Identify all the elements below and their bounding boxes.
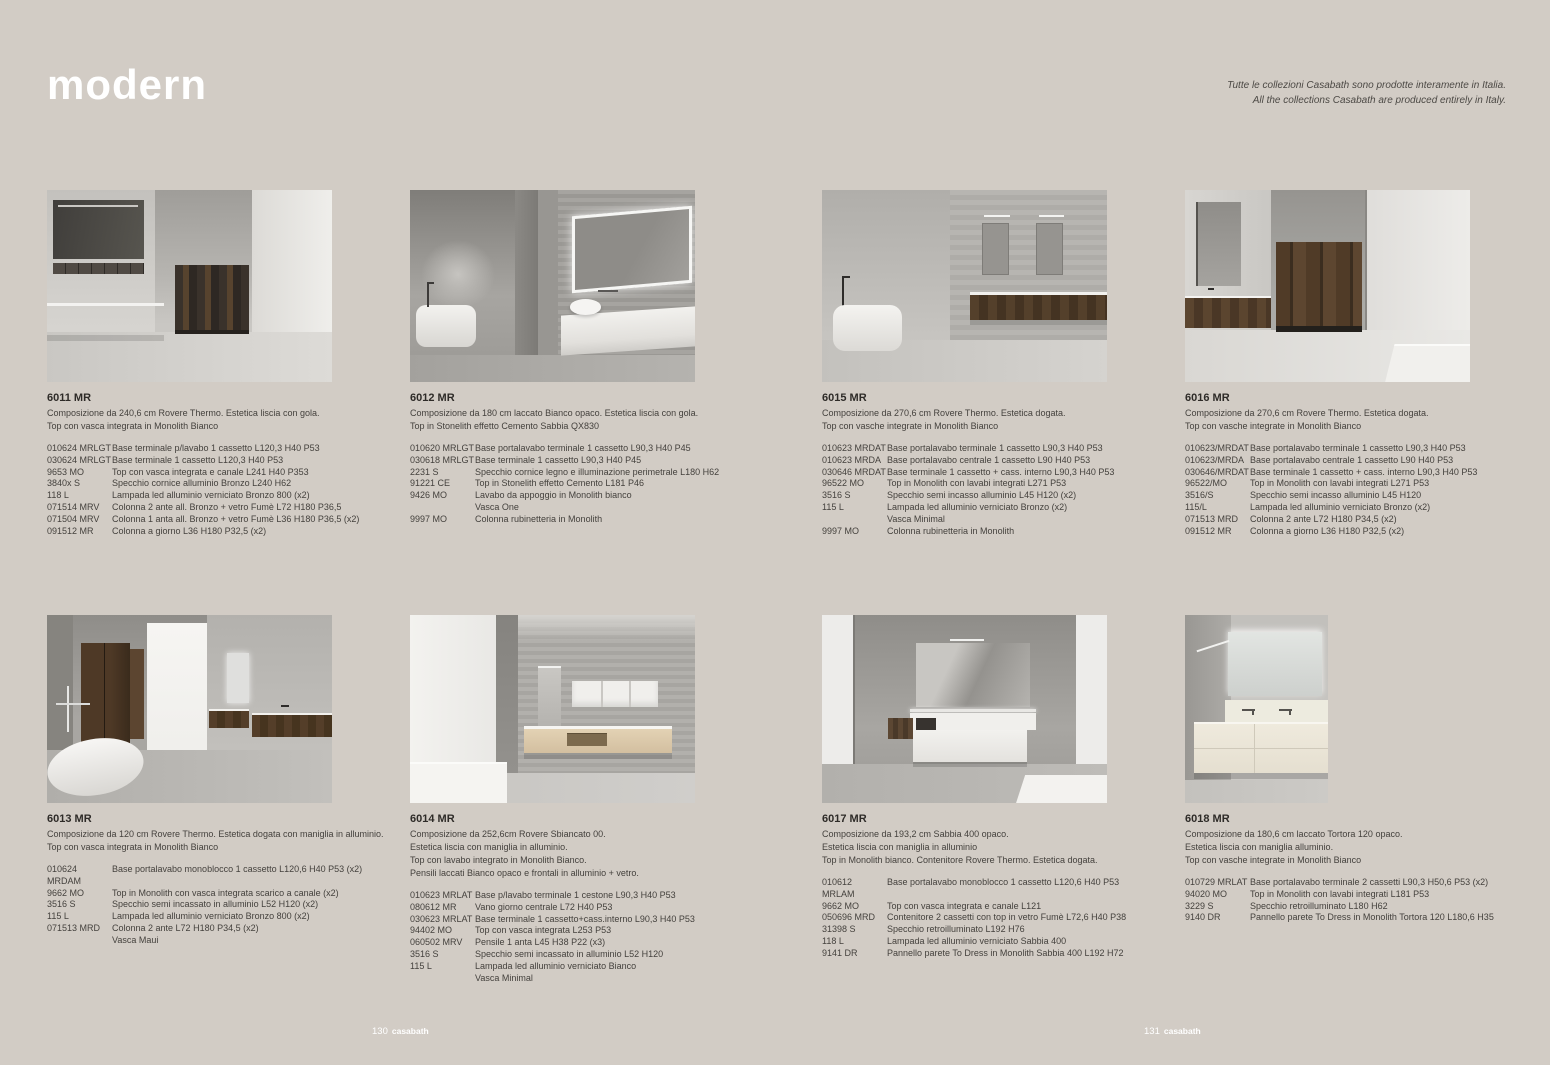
- product-item-row: [47, 455, 409, 467]
- item-code: 9426 MO: [410, 490, 448, 501]
- item-text: Vasca Maui: [112, 934, 159, 945]
- product-item-row: [410, 925, 772, 937]
- description-line: Top con lavabo integrato in Monolith Bianco.: [410, 855, 587, 865]
- item-code: 030623 MRLAT: [410, 913, 473, 924]
- item-text: Colonna rubinetteria in Monolith: [475, 513, 603, 524]
- item-text: Colonna a giorno L36 H180 P32,5 (x2): [1250, 525, 1405, 536]
- product-item-row: [410, 502, 772, 514]
- product-card-6018: [1185, 615, 1547, 924]
- item-text: Base portalavabo centrale 1 cassetto L90 H40 P53: [1250, 454, 1454, 465]
- product-card-6016: [1185, 190, 1547, 537]
- item-code: 94402 MO: [410, 925, 453, 936]
- product-card-6017: [822, 615, 1184, 960]
- product-item-list: [1185, 877, 1547, 924]
- item-text: Lampada led alluminio verniciato Sabbia 400: [887, 935, 1067, 946]
- description-line: Pensili laccati Bianco opaco e frontali in alluminio + vetro.: [410, 868, 639, 878]
- product-item-row: [822, 924, 1184, 936]
- product-description: [1185, 407, 1547, 433]
- product-card-6011: [47, 190, 409, 537]
- item-code: 030618 MRLGT: [410, 454, 475, 465]
- item-text: Pannello parete To Dress in Monolith Tortora 120 L180,6 H35: [1250, 912, 1494, 923]
- tagline-line-english: All the collections Casabath are produced entirely in Italy.: [1252, 95, 1506, 106]
- item-text: Colonna 1 anta all. Bronzo + vetro Fumè L36 H180 P36,5 (x2): [112, 513, 360, 524]
- item-text: Base terminale p/lavabo 1 cassetto L120,3 H40 P53: [112, 443, 320, 453]
- item-code: 080612 MR: [410, 901, 457, 912]
- product-item-row: [410, 478, 772, 490]
- product-item-row: [47, 526, 409, 538]
- product-item-row: [47, 478, 409, 490]
- product-description: [410, 407, 772, 433]
- product-photo-6013-bathroom-render: [47, 615, 332, 803]
- item-code: 030646 MRDAT: [822, 466, 886, 477]
- item-code: 010623 MRDA: [822, 454, 882, 465]
- item-text: Base portalavabo monoblocco 1 cassetto L120,6 H40 P53: [887, 877, 1120, 887]
- product-photo-6014-bathroom-render: [410, 615, 695, 803]
- item-text: Specchio semi incasso alluminio L45 H120: [1250, 490, 1422, 501]
- item-text: Colonna a giorno L36 H180 P32,5 (x2): [112, 525, 267, 536]
- product-item-row: [1185, 443, 1547, 455]
- item-code: 060502 MRV: [410, 937, 463, 948]
- product-item-row: [1185, 455, 1547, 467]
- item-code: 010623 MRDAT: [822, 443, 886, 453]
- item-code: 010620 MRLGT: [410, 443, 475, 453]
- item-code: 115 L: [47, 911, 69, 922]
- item-text: Lampada led alluminio verniciato Bronzo 800 (x2): [112, 911, 310, 922]
- item-text: Colonna 2 ante L72 H180 P34,5 (x2): [1250, 513, 1397, 524]
- item-code: 3516 S: [47, 899, 76, 910]
- item-code: 010623/MRDA: [1185, 454, 1245, 465]
- product-item-row: [822, 936, 1184, 948]
- item-code: 94020 MO: [1185, 888, 1228, 899]
- product-item-row: [1185, 901, 1547, 913]
- tagline: [1227, 78, 1506, 108]
- product-item-row: [822, 467, 1184, 479]
- description-line: Composizione da 240,6 cm Rovere Thermo. Estetica liscia con gola.: [47, 408, 320, 418]
- item-text: Base terminale 1 cassetto+cass.interno L90,3 H40 P53: [475, 913, 695, 924]
- product-title: 6011 MR: [47, 392, 92, 404]
- item-code: 118 L: [47, 490, 69, 501]
- product-description: [410, 828, 772, 880]
- description-line: Composizione da 120 cm Rovere Thermo. Estetica dogata con maniglia in alluminio.: [47, 829, 384, 839]
- product-item-row: [410, 890, 772, 902]
- product-item-row: [1185, 502, 1547, 514]
- brand-name: casabath: [1163, 1026, 1201, 1036]
- item-code: 31398 S: [822, 924, 856, 935]
- product-item-row: [47, 864, 409, 888]
- product-card-6012: [410, 190, 772, 526]
- product-item-row: [822, 502, 1184, 514]
- product-item-row: [410, 455, 772, 467]
- description-line: Top con vasche integrate in Monolith Bianco: [822, 421, 999, 431]
- item-code: 115 L: [410, 960, 432, 971]
- product-description: [47, 407, 409, 433]
- item-code: 115/L: [1185, 501, 1207, 512]
- product-item-row: [822, 912, 1184, 924]
- description-line: Composizione da 270,6 cm Rovere Thermo. Estetica dogata.: [822, 408, 1066, 418]
- item-code: 010729 MRLAT: [1185, 877, 1248, 887]
- item-text: Specchio semi incassato in alluminio L52 H120: [475, 948, 664, 959]
- item-text: Base terminale 1 cassetto + cass. interno L90,3 H40 P53: [887, 466, 1115, 477]
- description-line: Composizione da 252,6cm Rovere Sbiancato 00.: [410, 829, 606, 839]
- product-card-6014: [410, 615, 772, 984]
- product-item-list: [410, 890, 772, 984]
- description-line: Top in Monolith bianco. Contenitore Rovere Thermo. Estetica dogata.: [822, 855, 1098, 865]
- product-card-6015: [822, 190, 1184, 537]
- item-code: 3840x S: [47, 478, 81, 489]
- product-item-list: [410, 443, 772, 526]
- item-code: 071504 MRV: [47, 513, 100, 524]
- product-item-row: [1185, 478, 1547, 490]
- description-line: Top con vasca integrata in Monolith Bianco: [47, 421, 219, 431]
- item-code: 9653 MO: [47, 466, 85, 477]
- item-text: Vasca Minimal: [475, 972, 533, 983]
- item-code: 118 L: [822, 935, 844, 946]
- item-text: Pensile 1 anta L45 H38 P22 (x3): [475, 937, 606, 948]
- item-code: 030624 MRLGT: [47, 454, 112, 465]
- item-code: 091512 MR: [47, 525, 94, 536]
- page-number: 130: [372, 1026, 388, 1037]
- product-photo-6017-bathroom-render: [822, 615, 1107, 803]
- item-text: Vasca One: [475, 501, 519, 512]
- product-item-row: [822, 478, 1184, 490]
- item-code: 091512 MR: [1185, 525, 1232, 536]
- product-item-row: [47, 443, 409, 455]
- item-text: Lampada led alluminio verniciato Bronzo (x2): [1250, 501, 1431, 512]
- description-line: Composizione da 193,2 cm Sabbia 400 opaco.: [822, 829, 1009, 839]
- product-item-row: [822, 877, 1184, 901]
- item-text: Specchio semi incassato in alluminio L52 H120 (x2): [112, 899, 319, 910]
- item-text: Base terminale 1 cassetto L120,3 H40 P53: [112, 454, 284, 465]
- product-item-list: [47, 443, 409, 537]
- tagline-line-italian: Tutte le collezioni Casabath sono prodotte interamente in Italia.: [1227, 80, 1506, 91]
- item-text: Top in Monolith con lavabi integrati L181 P53: [1250, 888, 1430, 899]
- item-code: 010624 MRLGT: [47, 443, 112, 453]
- product-item-row: [410, 490, 772, 502]
- item-text: Base portalavabo centrale 1 cassetto L90 H40 P53: [887, 454, 1091, 465]
- description-line: Top con vasca integrata in Monolith Bianco: [47, 842, 219, 852]
- product-item-row: [410, 961, 772, 973]
- item-text: Specchio semi incasso alluminio L45 H120 (x2): [887, 490, 1077, 501]
- product-description: [822, 407, 1184, 433]
- item-code: 010612 MRLAM: [822, 877, 855, 899]
- product-item-list: [1185, 443, 1547, 537]
- product-item-row: [822, 526, 1184, 538]
- item-text: Base terminale 1 cassetto + cass. interno L90,3 H40 P53: [1250, 466, 1478, 477]
- product-item-row: [47, 911, 409, 923]
- item-code: 3516/S: [1185, 490, 1214, 501]
- product-item-row: [822, 514, 1184, 526]
- page-title: modern: [47, 61, 208, 108]
- item-text: Colonna rubinetteria in Monolith: [887, 525, 1015, 536]
- product-title: 6015 MR: [822, 392, 867, 404]
- product-title: 6013 MR: [47, 813, 92, 825]
- product-item-row: [410, 937, 772, 949]
- product-photo-6016-bathroom-render: [1185, 190, 1470, 382]
- item-code: 010623/MRDAT: [1185, 443, 1249, 453]
- product-item-row: [47, 899, 409, 911]
- item-text: Base portalavabo terminale 1 cassetto L90,3 H40 P45: [475, 443, 691, 453]
- item-code: [822, 514, 887, 526]
- product-title: 6018 MR: [1185, 813, 1230, 825]
- item-code: 9140 DR: [1185, 912, 1221, 923]
- description-line: Top in Stonelith effetto Cemento Sabbia QX830: [410, 421, 599, 431]
- item-code: 010624 MRDAM: [47, 864, 81, 886]
- item-text: Lampada led alluminio verniciato Bianco: [475, 960, 637, 971]
- description-line: Top con vasche integrate in Monolith Bianco: [1185, 421, 1362, 431]
- product-item-row: [47, 467, 409, 479]
- item-code: 9997 MO: [822, 525, 860, 536]
- product-item-row: [410, 514, 772, 526]
- product-title: 6017 MR: [822, 813, 867, 825]
- item-code: 071514 MRV: [47, 501, 100, 512]
- item-text: Pannello parete To Dress in Monolith Sabbia 400 L192 H72: [887, 947, 1124, 958]
- item-code: 2231 S: [410, 466, 439, 477]
- item-text: Base terminale 1 cassetto L90,3 H40 P45: [475, 454, 642, 465]
- item-text: Specchio cornice legno e illuminazione perimetrale L180 H62: [475, 466, 720, 477]
- product-item-row: [410, 914, 772, 926]
- item-code: 071513 MRD: [47, 922, 101, 933]
- brand-name: casabath: [391, 1026, 429, 1036]
- item-code: 115 L: [822, 501, 844, 512]
- item-code: 9662 MO: [47, 887, 85, 898]
- item-text: Top in Monolith con lavabi integrati L271 P53: [887, 478, 1067, 489]
- product-item-row: [47, 888, 409, 900]
- product-title: 6016 MR: [1185, 392, 1230, 404]
- product-item-list: [822, 877, 1184, 960]
- product-item-row: [410, 467, 772, 479]
- item-text: Top in Monolith con lavabi integrati L271 P53: [1250, 478, 1430, 489]
- item-text: Top in Stonelith effetto Cemento L181 P46: [475, 478, 644, 489]
- item-text: Specchio retroilluminato L192 H76: [887, 924, 1025, 935]
- item-code: 9997 MO: [410, 513, 448, 524]
- footer-left: [372, 1026, 429, 1037]
- item-text: Specchio retroilluminato L180 H62: [1250, 900, 1388, 911]
- product-item-row: [47, 935, 409, 947]
- product-card-6013: [47, 615, 409, 947]
- product-item-row: [1185, 490, 1547, 502]
- item-code: 9662 MO: [822, 900, 860, 911]
- product-item-row: [1185, 889, 1547, 901]
- product-description: [47, 828, 409, 854]
- product-photo-6018-bathroom-render: [1185, 615, 1328, 803]
- product-photo-6012-bathroom-render: [410, 190, 695, 382]
- product-item-row: [822, 901, 1184, 913]
- product-item-row: [410, 973, 772, 985]
- product-item-row: [822, 455, 1184, 467]
- item-text: Top con vasca integrata e canale L121: [887, 900, 1042, 911]
- product-item-list: [822, 443, 1184, 537]
- item-code: 071513 MRD: [1185, 513, 1239, 524]
- item-code: 050696 MRD: [822, 912, 876, 923]
- item-code: 9141 DR: [822, 947, 858, 958]
- item-text: Specchio cornice alluminio Bronzo L240 H62: [112, 478, 292, 489]
- product-item-row: [822, 490, 1184, 502]
- product-item-row: [47, 502, 409, 514]
- product-item-row: [47, 490, 409, 502]
- description-line: Estetica liscia con maniglia alluminio.: [1185, 842, 1334, 852]
- description-line: Estetica liscia con maniglia in alluminio.: [410, 842, 568, 852]
- product-photo-6015-bathroom-render: [822, 190, 1107, 382]
- product-item-row: [410, 902, 772, 914]
- item-text: Vasca Minimal: [887, 513, 945, 524]
- product-description: [1185, 828, 1547, 867]
- item-text: Vano giorno centrale L72 H40 P53: [475, 901, 613, 912]
- item-code: [410, 973, 475, 985]
- product-item-row: [1185, 467, 1547, 479]
- item-text: Top in Monolith con vasca integrata scarico a canale (x2): [112, 887, 339, 898]
- product-item-row: [822, 948, 1184, 960]
- product-item-row: [1185, 526, 1547, 538]
- description-line: Top con vasche integrate in Monolith Bianco: [1185, 855, 1362, 865]
- product-item-row: [410, 443, 772, 455]
- item-text: Base portalavabo terminale 1 cassetto L90,3 H40 P53: [1250, 443, 1466, 453]
- product-item-row: [1185, 877, 1547, 889]
- item-code: 96522 MO: [822, 478, 865, 489]
- item-code: [410, 502, 475, 514]
- description-line: Composizione da 180,6 cm laccato Tortora 120 opaco.: [1185, 829, 1403, 839]
- product-item-row: [47, 923, 409, 935]
- item-code: [47, 935, 112, 947]
- item-text: Colonna 2 ante all. Bronzo + vetro Fumè L72 H180 P36,5: [112, 501, 342, 512]
- product-item-list: [47, 864, 409, 947]
- item-text: Lavabo da appoggio in Monolith bianco: [475, 490, 632, 501]
- item-text: Base portalavabo terminale 2 cassetti L90,3 H50,6 P53 (x2): [1250, 877, 1489, 887]
- item-code: 030646/MRDAT: [1185, 466, 1249, 477]
- item-code: 3516 S: [410, 948, 439, 959]
- item-text: Contenitore 2 cassetti con top in vetro Fumè L72,6 H40 P38: [887, 912, 1127, 923]
- product-item-row: [47, 514, 409, 526]
- description-line: Composizione da 180 cm laccato Bianco opaco. Estetica liscia con gola.: [410, 408, 699, 418]
- product-item-row: [822, 443, 1184, 455]
- product-item-row: [1185, 912, 1547, 924]
- item-text: Top con vasca integrata L253 P53: [475, 925, 612, 936]
- item-code: 3229 S: [1185, 900, 1214, 911]
- item-code: 010623 MRLAT: [410, 890, 473, 900]
- product-item-row: [410, 949, 772, 961]
- footer-right: [1144, 1026, 1201, 1037]
- item-text: Lampada led alluminio verniciato Bronzo 800 (x2): [112, 490, 310, 501]
- item-text: Lampada led alluminio verniciato Bronzo (x2): [887, 501, 1068, 512]
- item-code: 96522/MO: [1185, 478, 1228, 489]
- item-code: 3516 S: [822, 490, 851, 501]
- product-title: 6014 MR: [410, 813, 455, 825]
- item-text: Base p/lavabo terminale 1 cestone L90,3 H40 P53: [475, 890, 676, 900]
- description-line: Estetica liscia con maniglia in alluminio: [822, 842, 978, 852]
- item-text: Base portalavabo monoblocco 1 cassetto L120,6 H40 P53 (x2): [112, 864, 363, 874]
- item-text: Base portalavabo terminale 1 cassetto L90,3 H40 P53: [887, 443, 1103, 453]
- product-photo-6011-bathroom-render: [47, 190, 332, 382]
- product-title: 6012 MR: [410, 392, 455, 404]
- item-text: Colonna 2 ante L72 H180 P34,5 (x2): [112, 922, 259, 933]
- item-text: Top con vasca integrata e canale L241 H40 P353: [112, 466, 309, 477]
- item-code: 91221 CE: [410, 478, 451, 489]
- description-line: Composizione da 270,6 cm Rovere Thermo. Estetica dogata.: [1185, 408, 1429, 418]
- product-item-row: [1185, 514, 1547, 526]
- product-description: [822, 828, 1184, 867]
- page-number: 131: [1144, 1026, 1160, 1037]
